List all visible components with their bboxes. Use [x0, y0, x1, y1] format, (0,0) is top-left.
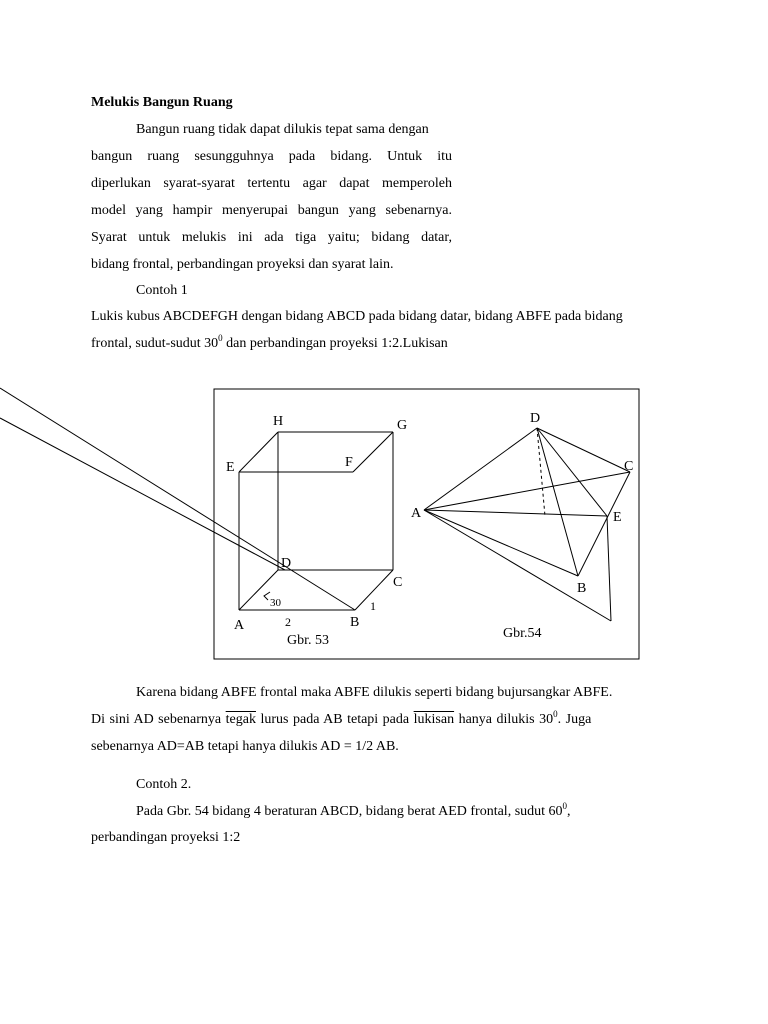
page-title: Melukis Bangun Ruang	[91, 95, 233, 110]
cube-gbr53	[239, 432, 393, 610]
stray-line	[0, 388, 355, 610]
figure-gbr53-54	[0, 380, 768, 670]
label-h-53: H	[273, 414, 284, 429]
tetrahedron-gbr54	[424, 428, 630, 621]
para1-line: model yang hampir menyerupai bangun yang sebenarnya.	[91, 203, 452, 218]
label-e-53: E	[226, 460, 235, 475]
dim-bc-53: 1	[370, 599, 376, 613]
para1-line: bidang frontal, perbandingan proyeksi dan syarat lain.	[91, 257, 394, 272]
caption-gbr53: Gbr. 53	[287, 633, 329, 648]
para2-line: sebenarnya AD=AB tetapi hanya dilukis AD = 1/2 AB.	[91, 739, 399, 754]
para1-line: diperlukan syarat-syarat tertentu agar dapat memperoleh	[91, 176, 452, 191]
dim-ab-53: 2	[285, 615, 291, 629]
label-c-54: C	[624, 459, 634, 474]
label-g-53: G	[397, 418, 408, 433]
contoh2-heading: Contoh 2.	[136, 777, 192, 792]
para2-line: Karena bidang ABFE frontal maka ABFE dilukis seperti bidang bujursangkar ABFE.	[136, 685, 613, 700]
para1-line: Syarat untuk melukis ini ada tiga yaitu; bidang datar,	[91, 230, 452, 245]
caption-gbr54: Gbr.54	[503, 626, 542, 641]
label-b-54: B	[577, 581, 587, 596]
label-d-53: D	[281, 556, 292, 571]
label-d-54: D	[530, 411, 541, 426]
contoh2-line: Pada Gbr. 54 bidang 4 beraturan ABCD, bidang berat AED frontal, sudut $60^0$,	[136, 801, 571, 819]
angle-label-53: 30	[270, 597, 281, 609]
contoh2-line: perbandingan proyeksi 1:2	[91, 830, 241, 845]
para2-line: Di sini AD sebenarnya tegak lurus pada AB tetapi pada lukisan hanya dilukis $30^0$. Juga	[91, 709, 592, 727]
contoh1-line: frontal, sudut-sudut $30^0$ dan perbandingan proyeksi 1:2.Lukisan	[91, 333, 448, 351]
stray-line	[0, 418, 285, 570]
label-e-54: E	[613, 510, 622, 525]
label-c-53: C	[393, 575, 403, 590]
label-b-53: B	[350, 615, 360, 630]
contoh1-heading: Contoh 1	[136, 283, 188, 298]
label-a-54: A	[411, 506, 422, 521]
label-a-53: A	[234, 618, 245, 633]
label-f-53: F	[345, 455, 353, 470]
para1-line: bangun ruang sesungguhnya pada bidang. Untuk itu	[91, 149, 452, 164]
contoh1-line: Lukis kubus ABCDEFGH dengan bidang ABCD pada bidang datar, bidang ABFE pada bidang	[91, 309, 623, 324]
para1-line: Bangun ruang tidak dapat dilukis tepat sama dengan	[136, 122, 429, 137]
